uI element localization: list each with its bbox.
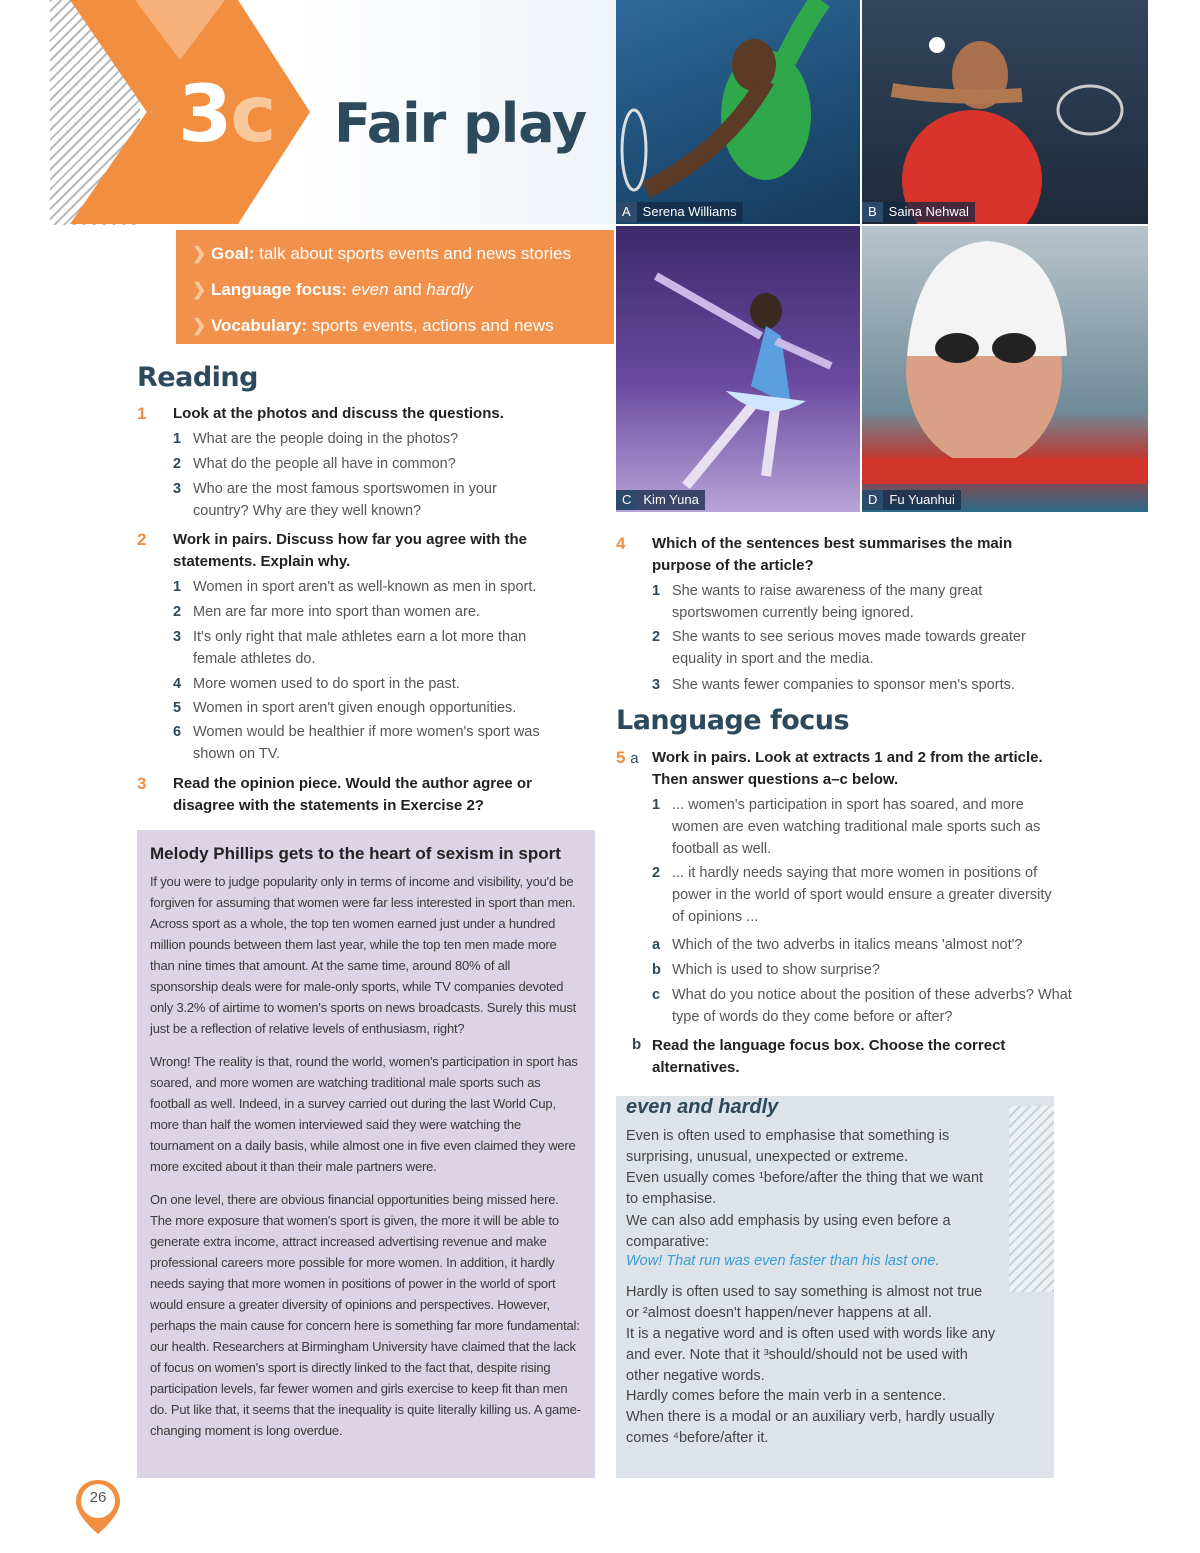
rule-text: Hardly is often used to say something is almost not true or ²almost doesn't happen/never happens at all.	[626, 1284, 983, 1321]
photo-name: Saina Nehwal	[888, 204, 969, 219]
chevron-right-icon: ❯	[192, 280, 211, 299]
photo-letter: C	[616, 490, 637, 510]
rule-text: It is a negative word and is often used with words like any and ever. Note that it ³should/should not be used with other negative words.	[626, 1326, 996, 1384]
item-number: 3	[652, 677, 661, 693]
question-text: Work in pairs. Discuss how far you agree with the statements. Explain why.	[173, 531, 527, 570]
item-text: What are the people doing in the photos?	[193, 431, 459, 447]
goal-label: Vocabulary:	[210, 316, 308, 335]
language-focus-heading: Language focus	[616, 705, 850, 736]
question-number	[616, 748, 639, 768]
unit-digit: 3	[178, 70, 231, 160]
article-paragraph: Wrong! The reality is that, round the world, women's participation in sport has soared, and more women are watching traditional male sports such as football as well. Indeed, in a survey carried out during the last World Cup, more than half the women interviewed said they were watching the tournament on a daily basis, while almost one in five even claimed they were more excited about it than their male partners were.	[150, 1054, 578, 1174]
item-number: 2	[652, 629, 661, 645]
item-text: ... women's participation in sport has soared, and more women are even watching traditional male sports such as football as well.	[672, 797, 1041, 857]
list-item	[173, 626, 573, 670]
box-hatch-decoration	[1009, 1106, 1054, 1292]
question-sub: a	[630, 750, 639, 767]
rule-text: Even is often used to emphasise that something is surprising, unusual, unexpected or extreme.	[626, 1128, 950, 1165]
extract-item	[652, 862, 1057, 928]
rule-text: Hardly comes before the main verb in a sentence.	[626, 1388, 946, 1404]
question-text: Work in pairs. Look at extracts 1 and 2 from the article. Then answer questions a–c below.	[652, 749, 1043, 788]
vocabulary-row	[192, 308, 614, 344]
page-number: 26	[89, 1489, 107, 1506]
list-item	[652, 626, 1057, 670]
photo-letter: B	[862, 202, 883, 222]
question-num: 5	[616, 748, 626, 767]
item-text: Who are the most famous sportswomen in your country? Why are they well known?	[193, 481, 497, 519]
photo-letter: D	[862, 490, 883, 510]
list-item	[173, 428, 583, 450]
goal-row	[192, 236, 614, 272]
question-text: Read the language focus box. Choose the correct alternatives.	[652, 1037, 1006, 1076]
goal-text: hardly	[426, 280, 473, 299]
list-item	[173, 673, 593, 695]
unit-number	[178, 70, 275, 160]
item-text: Women would be healthier if more women's sport was shown on TV.	[193, 724, 540, 762]
item-text: She wants fewer companies to sponsor men's sports.	[672, 677, 1015, 693]
rule-text: When there is a modal or an auxiliary verb, hardly usually comes ⁴before/after it.	[626, 1409, 995, 1446]
list-item	[652, 580, 1032, 624]
list-item	[652, 959, 1072, 981]
goals-panel	[176, 230, 614, 344]
question-number: 2	[137, 530, 147, 549]
article-title: Melody Phillips gets to the heart of sexism in sport	[150, 844, 561, 863]
question-text: Which of the sentences best summarises the main purpose of the article?	[652, 535, 1013, 574]
question-sub: b	[632, 1036, 642, 1053]
article-box	[137, 830, 595, 1478]
item-number: 2	[173, 604, 182, 620]
item-number: 1	[652, 583, 661, 599]
page-title: Fair play	[334, 92, 587, 155]
item-number: 2	[173, 456, 182, 472]
item-number: 1	[173, 579, 182, 595]
unit-letter: c	[230, 70, 275, 160]
question-text: Read the opinion piece. Would the author agree or disagree with the statements in Exercise 2?	[173, 775, 532, 814]
item-text: Women in sport aren't given enough opportunities.	[193, 700, 517, 716]
goal-text: even	[346, 280, 389, 299]
question-text: Look at the photos and discuss the questions.	[173, 405, 504, 422]
question-number: 3	[137, 774, 147, 793]
photo-name: Kim Yuna	[643, 492, 699, 507]
photo-caption	[862, 202, 975, 222]
photo-name: Fu Yuanhui	[889, 492, 955, 507]
goal-label: Language focus:	[210, 280, 347, 299]
box-title: even and hardly	[626, 1096, 779, 1118]
item-text: She wants to raise awareness of the many great sportswomen currently being ignored.	[672, 583, 983, 621]
goal-label: Goal:	[210, 244, 255, 263]
list-item	[652, 934, 1072, 956]
photo-name: Serena Williams	[642, 204, 737, 219]
goal-text: sports events, actions and news	[307, 316, 554, 335]
item-letter: c	[652, 987, 661, 1003]
item-text: ... it hardly needs saying that more women in positions of power in the world of sport would ensure a greater diversity of opinions ...	[672, 865, 1052, 925]
swimmer-illustration	[862, 226, 1148, 512]
goal-text: talk about sports events and news stories	[254, 244, 571, 263]
language-focus-row	[192, 272, 614, 308]
photo-c	[616, 226, 860, 512]
rule-text: We can also add emphasis by using even before a comparative:	[626, 1213, 951, 1250]
chevron-right-icon: ❯	[192, 316, 211, 335]
list-item	[173, 601, 593, 623]
photo-caption	[616, 490, 705, 510]
item-text: More women used to do sport in the past.	[193, 676, 460, 692]
tennis-player-illustration	[616, 0, 860, 224]
item-number: 1	[652, 797, 661, 813]
item-number: 2	[652, 865, 661, 881]
item-text: It's only right that male athletes earn a lot more than female athletes do.	[193, 629, 527, 667]
item-number: 5	[173, 700, 182, 716]
list-item	[652, 674, 1057, 696]
photo-a	[616, 0, 860, 224]
goal-text: and	[388, 280, 427, 299]
example-sentence: Wow! That run was even faster than his last one.	[626, 1253, 940, 1269]
photo-letter: A	[616, 202, 637, 222]
item-text: Which of the two adverbs in italics means 'almost not'?	[672, 937, 1023, 953]
item-text: What do the people all have in common?	[193, 456, 456, 472]
article-paragraph: If you were to judge popularity only in terms of income and visibility, you'd be forgiven for assuming that women were far less interested in sport than men. Across sport as a whole, the top ten women earned just under a hundred million pounds between them last year, while the top ten men made more than nine times that amount. At the same time, around 80% of all sponsorship deals were for male-only sports, while TV companies devoted only 3.2% of airtime to women's sports on news broadcasts. Surely this must just be a reflection of relative levels of enthusiasm, right?	[150, 874, 577, 1036]
item-number: 3	[173, 629, 182, 645]
item-number: 3	[173, 481, 182, 497]
figure-skater-illustration	[616, 226, 860, 512]
photo-caption	[862, 490, 961, 510]
item-number: 6	[173, 724, 182, 740]
item-text: She wants to see serious moves made towards greater equality in sport and the media.	[672, 629, 1026, 667]
page-number-marker	[74, 1478, 122, 1536]
item-text: Men are far more into sport than women are.	[193, 604, 480, 620]
item-letter: b	[652, 962, 661, 978]
chevron-right-icon: ❯	[192, 244, 211, 263]
photo-b	[862, 0, 1148, 224]
list-item	[173, 721, 583, 765]
list-item	[173, 697, 593, 719]
rule-text: Even usually comes ¹before/after the thing that we want to emphasise.	[626, 1170, 984, 1207]
language-focus-box	[616, 1096, 1054, 1478]
question-number: 4	[616, 534, 626, 553]
list-item	[652, 984, 1072, 1028]
question-number: 1	[137, 404, 147, 423]
item-text: Women in sport aren't as well-known as men in sport.	[193, 579, 537, 595]
list-item	[173, 478, 553, 522]
article-paragraph: On one level, there are obvious financial opportunities being missed here. The more exposure that women's sport is given, the more it will be able to generate extra income, attract increased advertising revenue and make professional careers more possible for more women. In addition, it hardly needs saying that more women in positions of power in the world of sport would ensure a greater diversity of opinions and perspectives. However, perhaps the main cause for concern here is something far more fundamental: our health. Researchers at Birmingham University have claimed that the lack of focus on women's sport is directly linked to the fact that, despite rising participation levels, far fewer women and girls exercise to keep fit than men do. Put like that, it seems that the inequality is quite literally killing us. A game-changing moment is long overdue.	[150, 1192, 581, 1438]
extract-item	[652, 794, 1057, 860]
item-text: What do you notice about the position of these adverbs? What type of words do they come before or after?	[672, 987, 1072, 1025]
item-letter: a	[652, 937, 661, 953]
photo-d	[862, 226, 1148, 512]
list-item	[173, 453, 583, 475]
list-item	[173, 576, 593, 598]
reading-heading: Reading	[137, 362, 258, 393]
badminton-player-illustration	[862, 0, 1148, 224]
item-number: 4	[173, 676, 182, 692]
item-text: Which is used to show surprise?	[672, 962, 880, 978]
photo-caption	[616, 202, 743, 222]
item-number: 1	[173, 431, 182, 447]
